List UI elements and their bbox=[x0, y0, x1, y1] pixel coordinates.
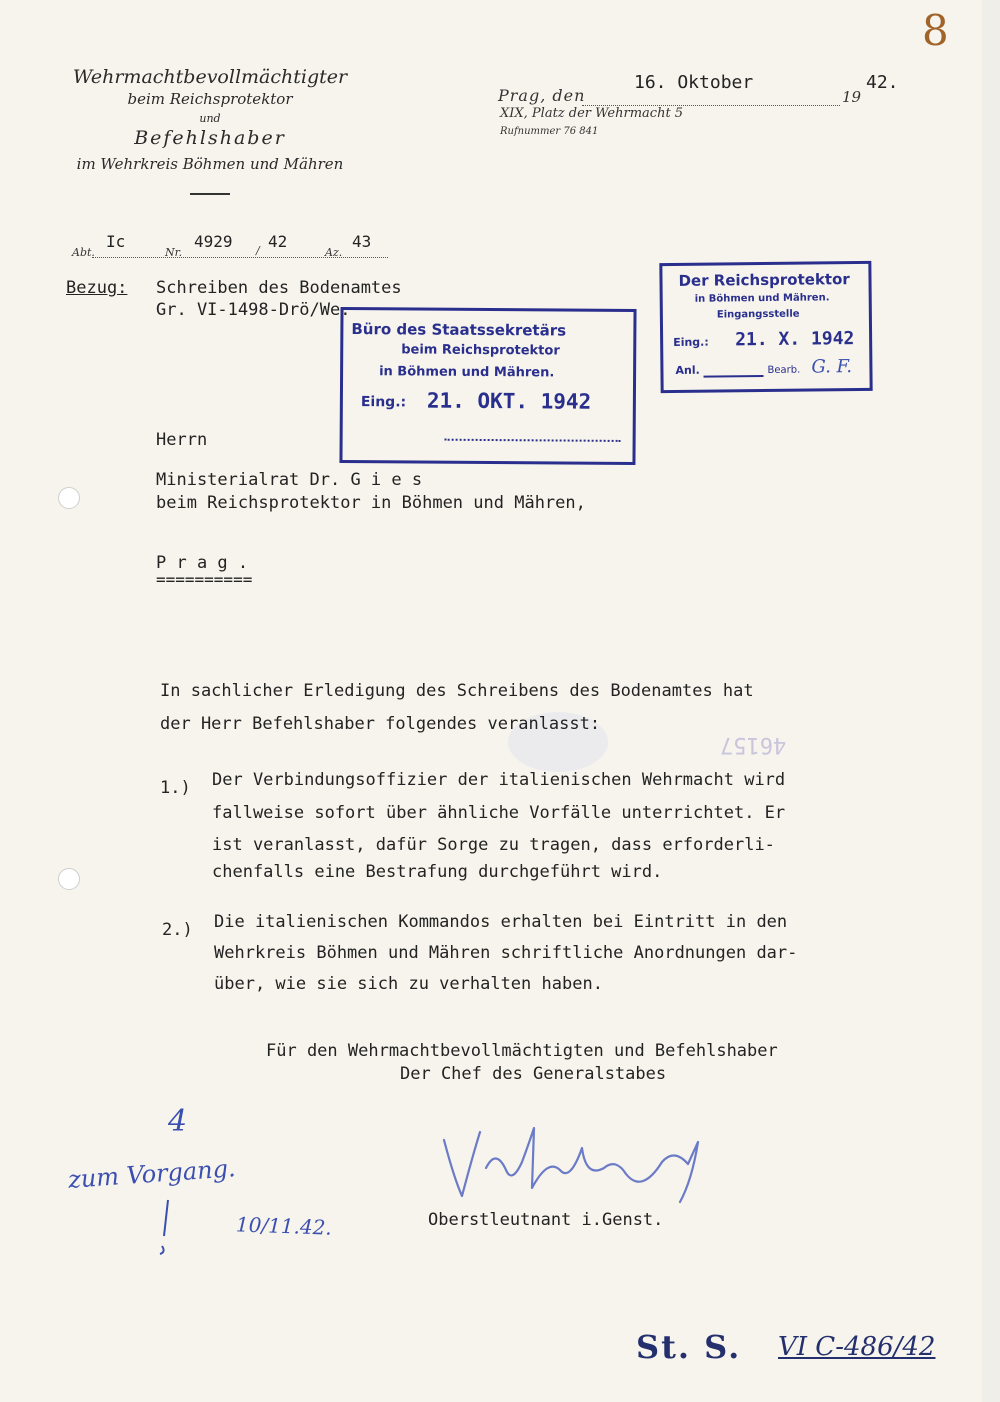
letterhead-line5: im Wehrkreis Böhmen und Mähren bbox=[76, 155, 344, 173]
letterhead-line2: beim Reichsprotektor bbox=[127, 90, 293, 108]
body-intro-line1: In sachlicher Erledigung des Schreibens des Bodenamtes hat bbox=[160, 681, 754, 701]
item1-line: chenfalls eine Bestrafung durchgeführt wird. bbox=[212, 862, 663, 882]
item2-line: Die italienischen Kommandos erhalten bei Eintritt in den bbox=[214, 912, 788, 932]
stamp-protector-date: 21. X. 1942 bbox=[735, 328, 855, 351]
recipient-salutation: Herrn bbox=[156, 430, 208, 450]
handwritten-note-stroke bbox=[156, 1196, 176, 1256]
phone: Rufnummer 76 841 bbox=[500, 126, 599, 137]
stamp-protector-eing: Eing.: bbox=[673, 335, 709, 349]
body-intro-line2: der Herr Befehlshaber folgendes veranlasst: bbox=[160, 714, 601, 734]
recipient-name: Ministerialrat Dr. G i e s bbox=[156, 470, 423, 490]
stamp-office-eing: Eing.: bbox=[360, 394, 407, 411]
recipient-city-underline: ========== bbox=[156, 570, 253, 589]
punch-hole bbox=[58, 868, 80, 890]
stamp-protector-line1: Der Reichsprotektor bbox=[678, 270, 850, 290]
page-edge bbox=[982, 0, 1000, 1402]
letterhead-line1: Wehrmachtbevollmächtigter bbox=[72, 66, 348, 88]
stamp-protector-line3: Eingangsstelle bbox=[716, 308, 800, 321]
letterhead-line4: Befehlshaber bbox=[134, 127, 286, 149]
az-label: Az. bbox=[325, 246, 343, 259]
item1-number: 1.) bbox=[160, 778, 191, 798]
stamp-protector-bearb: Bearb. bbox=[767, 364, 801, 376]
stamp-office-line bbox=[445, 439, 621, 442]
nr-year: 42 bbox=[268, 232, 288, 251]
abt-value: Ic bbox=[106, 232, 126, 251]
date-day-month: 16. Oktober bbox=[634, 72, 754, 93]
item1-line: fallweise sofort über ähnliche Vorfälle unterrichtet. Er bbox=[212, 803, 786, 823]
address: XIX, Platz der Wehrmacht 5 bbox=[500, 106, 684, 121]
nr-label: Nr. bbox=[165, 246, 183, 259]
recipient-city: P r a g . bbox=[156, 553, 249, 573]
signature-line1: Für den Wehrmachtbevollmächtigten und Befehlshaber bbox=[266, 1041, 778, 1061]
signature-rank: Oberstleutnant i.Genst. bbox=[428, 1210, 664, 1230]
stamp-protector-anl: Anl. bbox=[675, 363, 700, 377]
letterhead-line3: und bbox=[199, 112, 221, 125]
item2-line: Wehrkreis Böhmen und Mähren schriftliche Anordnungen dar- bbox=[214, 943, 798, 963]
item1-line: ist veranlasst, dafür Sorge zu tragen, dass erforderli- bbox=[212, 835, 775, 855]
archive-ref-number: VI C-486/42 bbox=[778, 1332, 936, 1362]
stamp-office-line3: in Böhmen und Mähren. bbox=[379, 364, 555, 381]
handwritten-note-date: 10/11.42. bbox=[235, 1212, 333, 1240]
stamp-office-date: 21. OKT. 1942 bbox=[426, 388, 592, 414]
received-stamp-office bbox=[339, 307, 636, 465]
nr-slash: / bbox=[256, 244, 260, 257]
page-number: 8 bbox=[922, 6, 949, 55]
letterhead bbox=[60, 66, 360, 195]
reference-line1: Schreiben des Bodenamtes bbox=[156, 278, 402, 298]
item1-line: Der Verbindungsoffizier der italienischen Wehrmacht wird bbox=[212, 770, 786, 790]
stamp-office-line2: beim Reichsprotektor bbox=[401, 342, 560, 359]
stamp-office-line1: Büro des Staatssekretärs bbox=[351, 320, 567, 340]
stamp-protector-line2: in Böhmen und Mähren. bbox=[694, 292, 830, 305]
recipient-office: beim Reichsprotektor in Böhmen und Mähren, bbox=[156, 493, 586, 513]
az-value: 43 bbox=[352, 232, 372, 251]
stamp-protector-initials: G. F. bbox=[811, 356, 853, 378]
item2-line: über, wie sie sich zu verhalten haben. bbox=[214, 974, 603, 994]
abt-label: Abt. bbox=[72, 246, 95, 259]
handwritten-note-text: zum Vorgang. bbox=[67, 1154, 237, 1194]
date-year-prefix: 19 bbox=[842, 88, 862, 106]
signature-line2: Der Chef des Generalstabes bbox=[400, 1064, 667, 1084]
stamp-protector-anl-line bbox=[704, 375, 764, 378]
letterhead-divider bbox=[190, 193, 230, 195]
item2-number: 2.) bbox=[162, 920, 193, 940]
nr-value: 4929 bbox=[194, 232, 233, 251]
archive-ref-prefix: St. S. bbox=[636, 1328, 742, 1366]
punch-hole bbox=[58, 487, 80, 509]
date-year-suffix: 42. bbox=[866, 72, 899, 93]
place-label: Prag, den bbox=[498, 86, 586, 105]
reference-label: Bezug: bbox=[66, 278, 128, 298]
reference-line2: Gr. VI-1498-Drö/We. bbox=[156, 300, 351, 320]
received-stamp-protector bbox=[659, 261, 872, 393]
handwritten-note-mark: 4 bbox=[168, 1104, 188, 1139]
file-ref-dotline bbox=[92, 256, 388, 258]
faded-registry-number: 46157 bbox=[720, 732, 787, 757]
handwritten-signature bbox=[436, 1118, 736, 1208]
